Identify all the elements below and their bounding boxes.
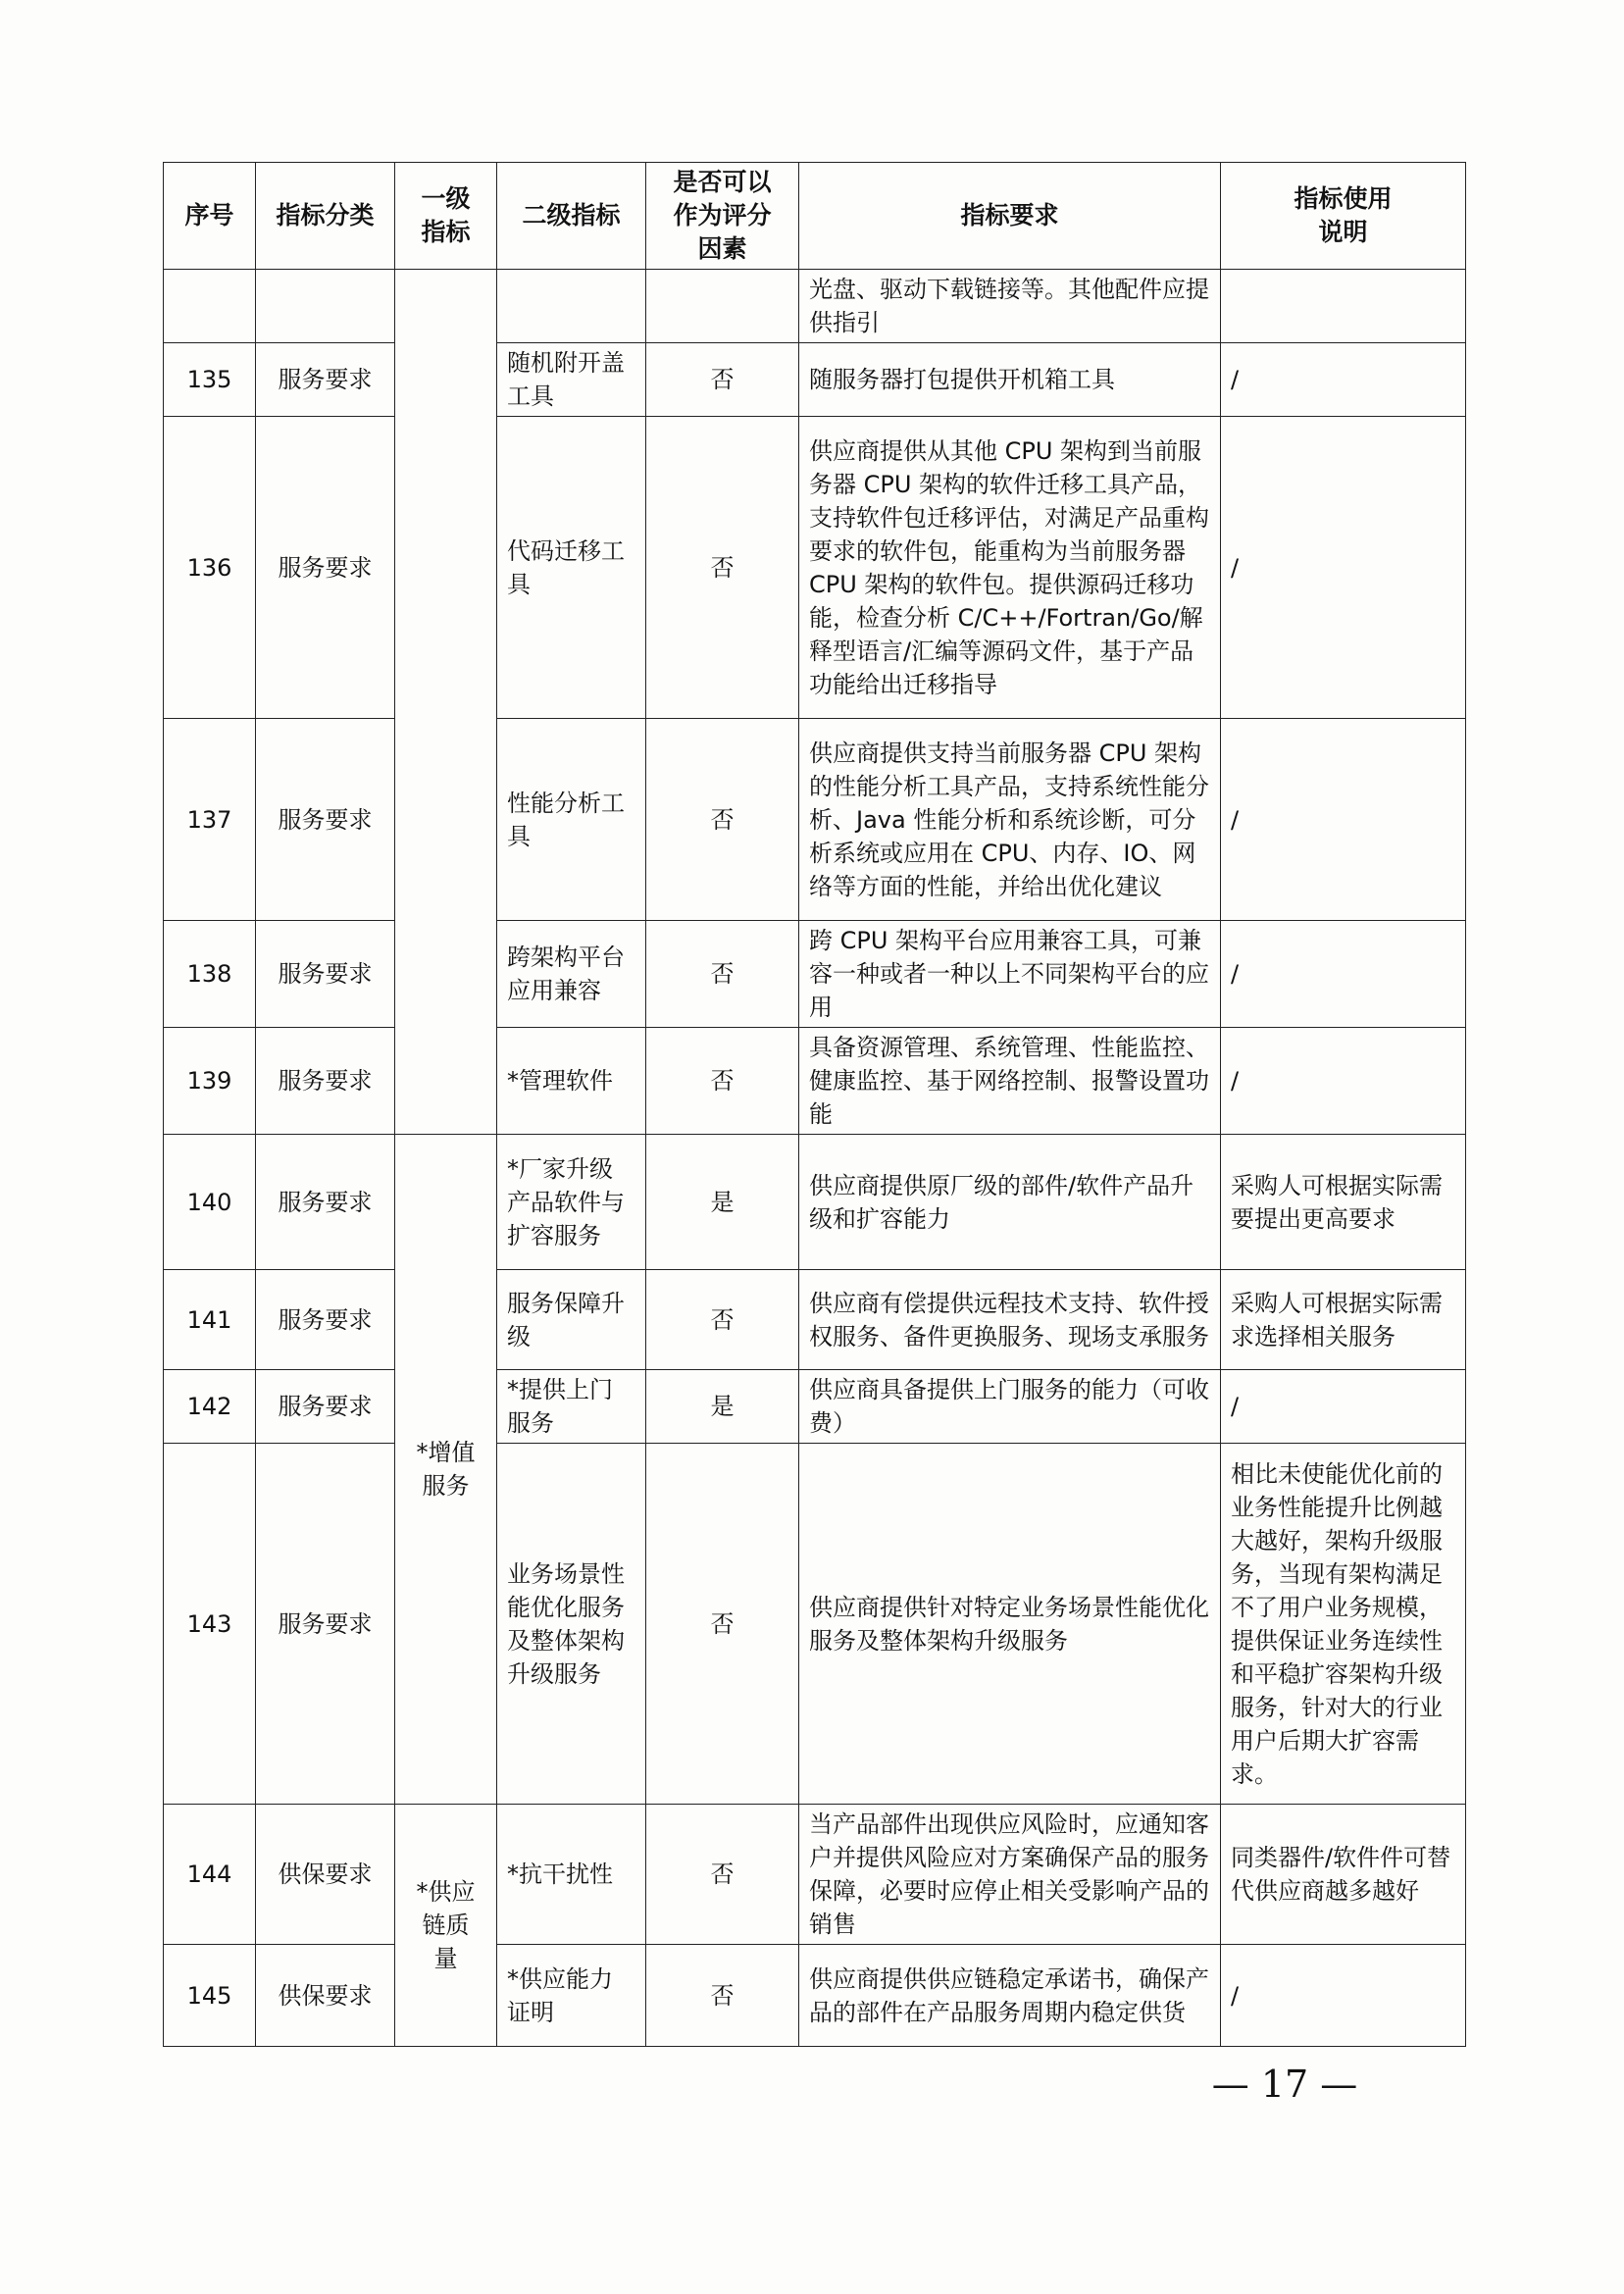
row-requirement: 供应商具备提供上门服务的能力（可收费） <box>799 1370 1221 1444</box>
continuation-row <box>164 270 1466 343</box>
header-row <box>164 163 1466 270</box>
row-secondary: *供应能力证明 <box>497 1945 646 2047</box>
header-scoring: 是否可以 作为评分 因素 <box>646 163 799 270</box>
row-requirement: 具备资源管理、系统管理、性能监控、健康监控、基于网络控制、报警设置功能 <box>799 1028 1221 1135</box>
row-secondary: *抗干扰性 <box>497 1805 646 1945</box>
table-row <box>164 1028 1466 1135</box>
row-id: 142 <box>164 1370 256 1444</box>
cell <box>1221 270 1466 343</box>
row-id: 136 <box>164 417 256 719</box>
row-secondary: *提供上门服务 <box>497 1370 646 1444</box>
table-row <box>164 1270 1466 1370</box>
row-note: / <box>1221 1945 1466 2047</box>
row-requirement: 供应商提供供应链稳定承诺书，确保产品的部件在产品服务周期内稳定供货 <box>799 1945 1221 2047</box>
primary-group-supply-chain: *供应 链质 量 <box>395 1805 497 2047</box>
indicator-table <box>163 162 1466 2047</box>
row-id: 140 <box>164 1135 256 1270</box>
row-note: 采购人可根据实际需要提出更高要求 <box>1221 1135 1466 1270</box>
table-row <box>164 417 1466 719</box>
row-scoring: 否 <box>646 417 799 719</box>
table-row <box>164 1444 1466 1805</box>
row-note: / <box>1221 1028 1466 1135</box>
row-secondary: 随机附开盖工具 <box>497 343 646 417</box>
row-category: 服务要求 <box>256 921 395 1028</box>
row-category: 服务要求 <box>256 343 395 417</box>
row-note: / <box>1221 343 1466 417</box>
row-secondary: *管理软件 <box>497 1028 646 1135</box>
row-requirement: 供应商提供针对特定业务场景性能优化服务及整体架构升级服务 <box>799 1444 1221 1805</box>
row-secondary: 代码迁移工具 <box>497 417 646 719</box>
requirement-cell: 光盘、驱动下载链接等。其他配件应提供指引 <box>799 270 1221 343</box>
row-note: / <box>1221 719 1466 921</box>
header-category: 指标分类 <box>256 163 395 270</box>
header-requirement: 指标要求 <box>799 163 1221 270</box>
header-id: 序号 <box>164 163 256 270</box>
row-category: 服务要求 <box>256 417 395 719</box>
row-id: 143 <box>164 1444 256 1805</box>
cell <box>164 270 256 343</box>
row-requirement: 供应商提供支持当前服务器 CPU 架构的性能分析工具产品，支持系统性能分析、Java 性能分析和系统诊断，可分析系统或应用在 CPU、内存、IO、网络等方面的性能，并给出优化建议 <box>799 719 1221 921</box>
table-row <box>164 1945 1466 2047</box>
row-id: 141 <box>164 1270 256 1370</box>
row-requirement: 当产品部件出现供应风险时，应通知客户并提供风险应对方案确保产品的服务保障，必要时应停止相关受影响产品的销售 <box>799 1805 1221 1945</box>
row-note: 同类器件/软件件可替代供应商越多越好 <box>1221 1805 1466 1945</box>
table-row <box>164 1805 1466 1945</box>
row-id: 139 <box>164 1028 256 1135</box>
table-row <box>164 719 1466 921</box>
row-scoring: 是 <box>646 1135 799 1270</box>
row-note: / <box>1221 1370 1466 1444</box>
row-category: 服务要求 <box>256 1444 395 1805</box>
row-requirement: 跨 CPU 架构平台应用兼容工具，可兼容一种或者一种以上不同架构平台的应用 <box>799 921 1221 1028</box>
row-secondary: 服务保障升级 <box>497 1270 646 1370</box>
row-requirement: 随服务器打包提供开机箱工具 <box>799 343 1221 417</box>
row-scoring: 否 <box>646 1945 799 2047</box>
row-id: 135 <box>164 343 256 417</box>
header-note: 指标使用 说明 <box>1221 163 1466 270</box>
row-id: 137 <box>164 719 256 921</box>
row-secondary: 性能分析工具 <box>497 719 646 921</box>
row-scoring: 否 <box>646 1805 799 1945</box>
row-id: 145 <box>164 1945 256 2047</box>
cell <box>646 270 799 343</box>
row-category: 服务要求 <box>256 719 395 921</box>
table-row <box>164 1370 1466 1444</box>
row-scoring: 否 <box>646 1270 799 1370</box>
row-scoring: 是 <box>646 1370 799 1444</box>
row-note: / <box>1221 417 1466 719</box>
header-secondary: 二级指标 <box>497 163 646 270</box>
row-requirement: 供应商提供从其他 CPU 架构到当前服务器 CPU 架构的软件迁移工具产品，支持软件包迁移评估，对满足产品重构要求的软件包，能重构为当前服务器 CPU 架构的软件包。提供源码迁移功能，检查分析 C/C++/Fortran/Go/解释型语言/汇编等源码文件，基于产品功能给出迁移指导 <box>799 417 1221 719</box>
row-scoring: 否 <box>646 719 799 921</box>
row-note: 相比未使能优化前的业务性能提升比例越大越好，架构升级服务，当现有架构满足不了用户业务规模，提供保证业务连续性和平稳扩容架构升级服务，针对大的行业用户后期大扩容需求。 <box>1221 1444 1466 1805</box>
row-note: / <box>1221 921 1466 1028</box>
row-category: 供保要求 <box>256 1945 395 2047</box>
table-row <box>164 343 1466 417</box>
cell <box>256 270 395 343</box>
row-category: 服务要求 <box>256 1370 395 1444</box>
primary-group-value-added: *增值 服务 <box>395 1135 497 1805</box>
row-secondary: *厂家升级产品软件与扩容服务 <box>497 1135 646 1270</box>
row-id: 138 <box>164 921 256 1028</box>
row-secondary: 跨架构平台应用兼容 <box>497 921 646 1028</box>
table-row <box>164 1135 1466 1270</box>
row-scoring: 否 <box>646 1028 799 1135</box>
header-primary: 一级 指标 <box>395 163 497 270</box>
row-requirement: 供应商有偿提供远程技术支持、软件授权服务、备件更换服务、现场支承服务 <box>799 1270 1221 1370</box>
row-scoring: 否 <box>646 343 799 417</box>
row-category: 供保要求 <box>256 1805 395 1945</box>
row-secondary: 业务场景性能优化服务及整体架构升级服务 <box>497 1444 646 1805</box>
row-category: 服务要求 <box>256 1270 395 1370</box>
cell <box>497 270 646 343</box>
row-scoring: 否 <box>646 1444 799 1805</box>
row-id: 144 <box>164 1805 256 1945</box>
primary-cell-empty <box>395 270 497 1135</box>
row-note: 采购人可根据实际需求选择相关服务 <box>1221 1270 1466 1370</box>
row-category: 服务要求 <box>256 1028 395 1135</box>
row-requirement: 供应商提供原厂级的部件/软件产品升级和扩容能力 <box>799 1135 1221 1270</box>
row-scoring: 否 <box>646 921 799 1028</box>
row-category: 服务要求 <box>256 1135 395 1270</box>
page-number: — 17 — <box>1211 2063 1358 2106</box>
table-row <box>164 921 1466 1028</box>
